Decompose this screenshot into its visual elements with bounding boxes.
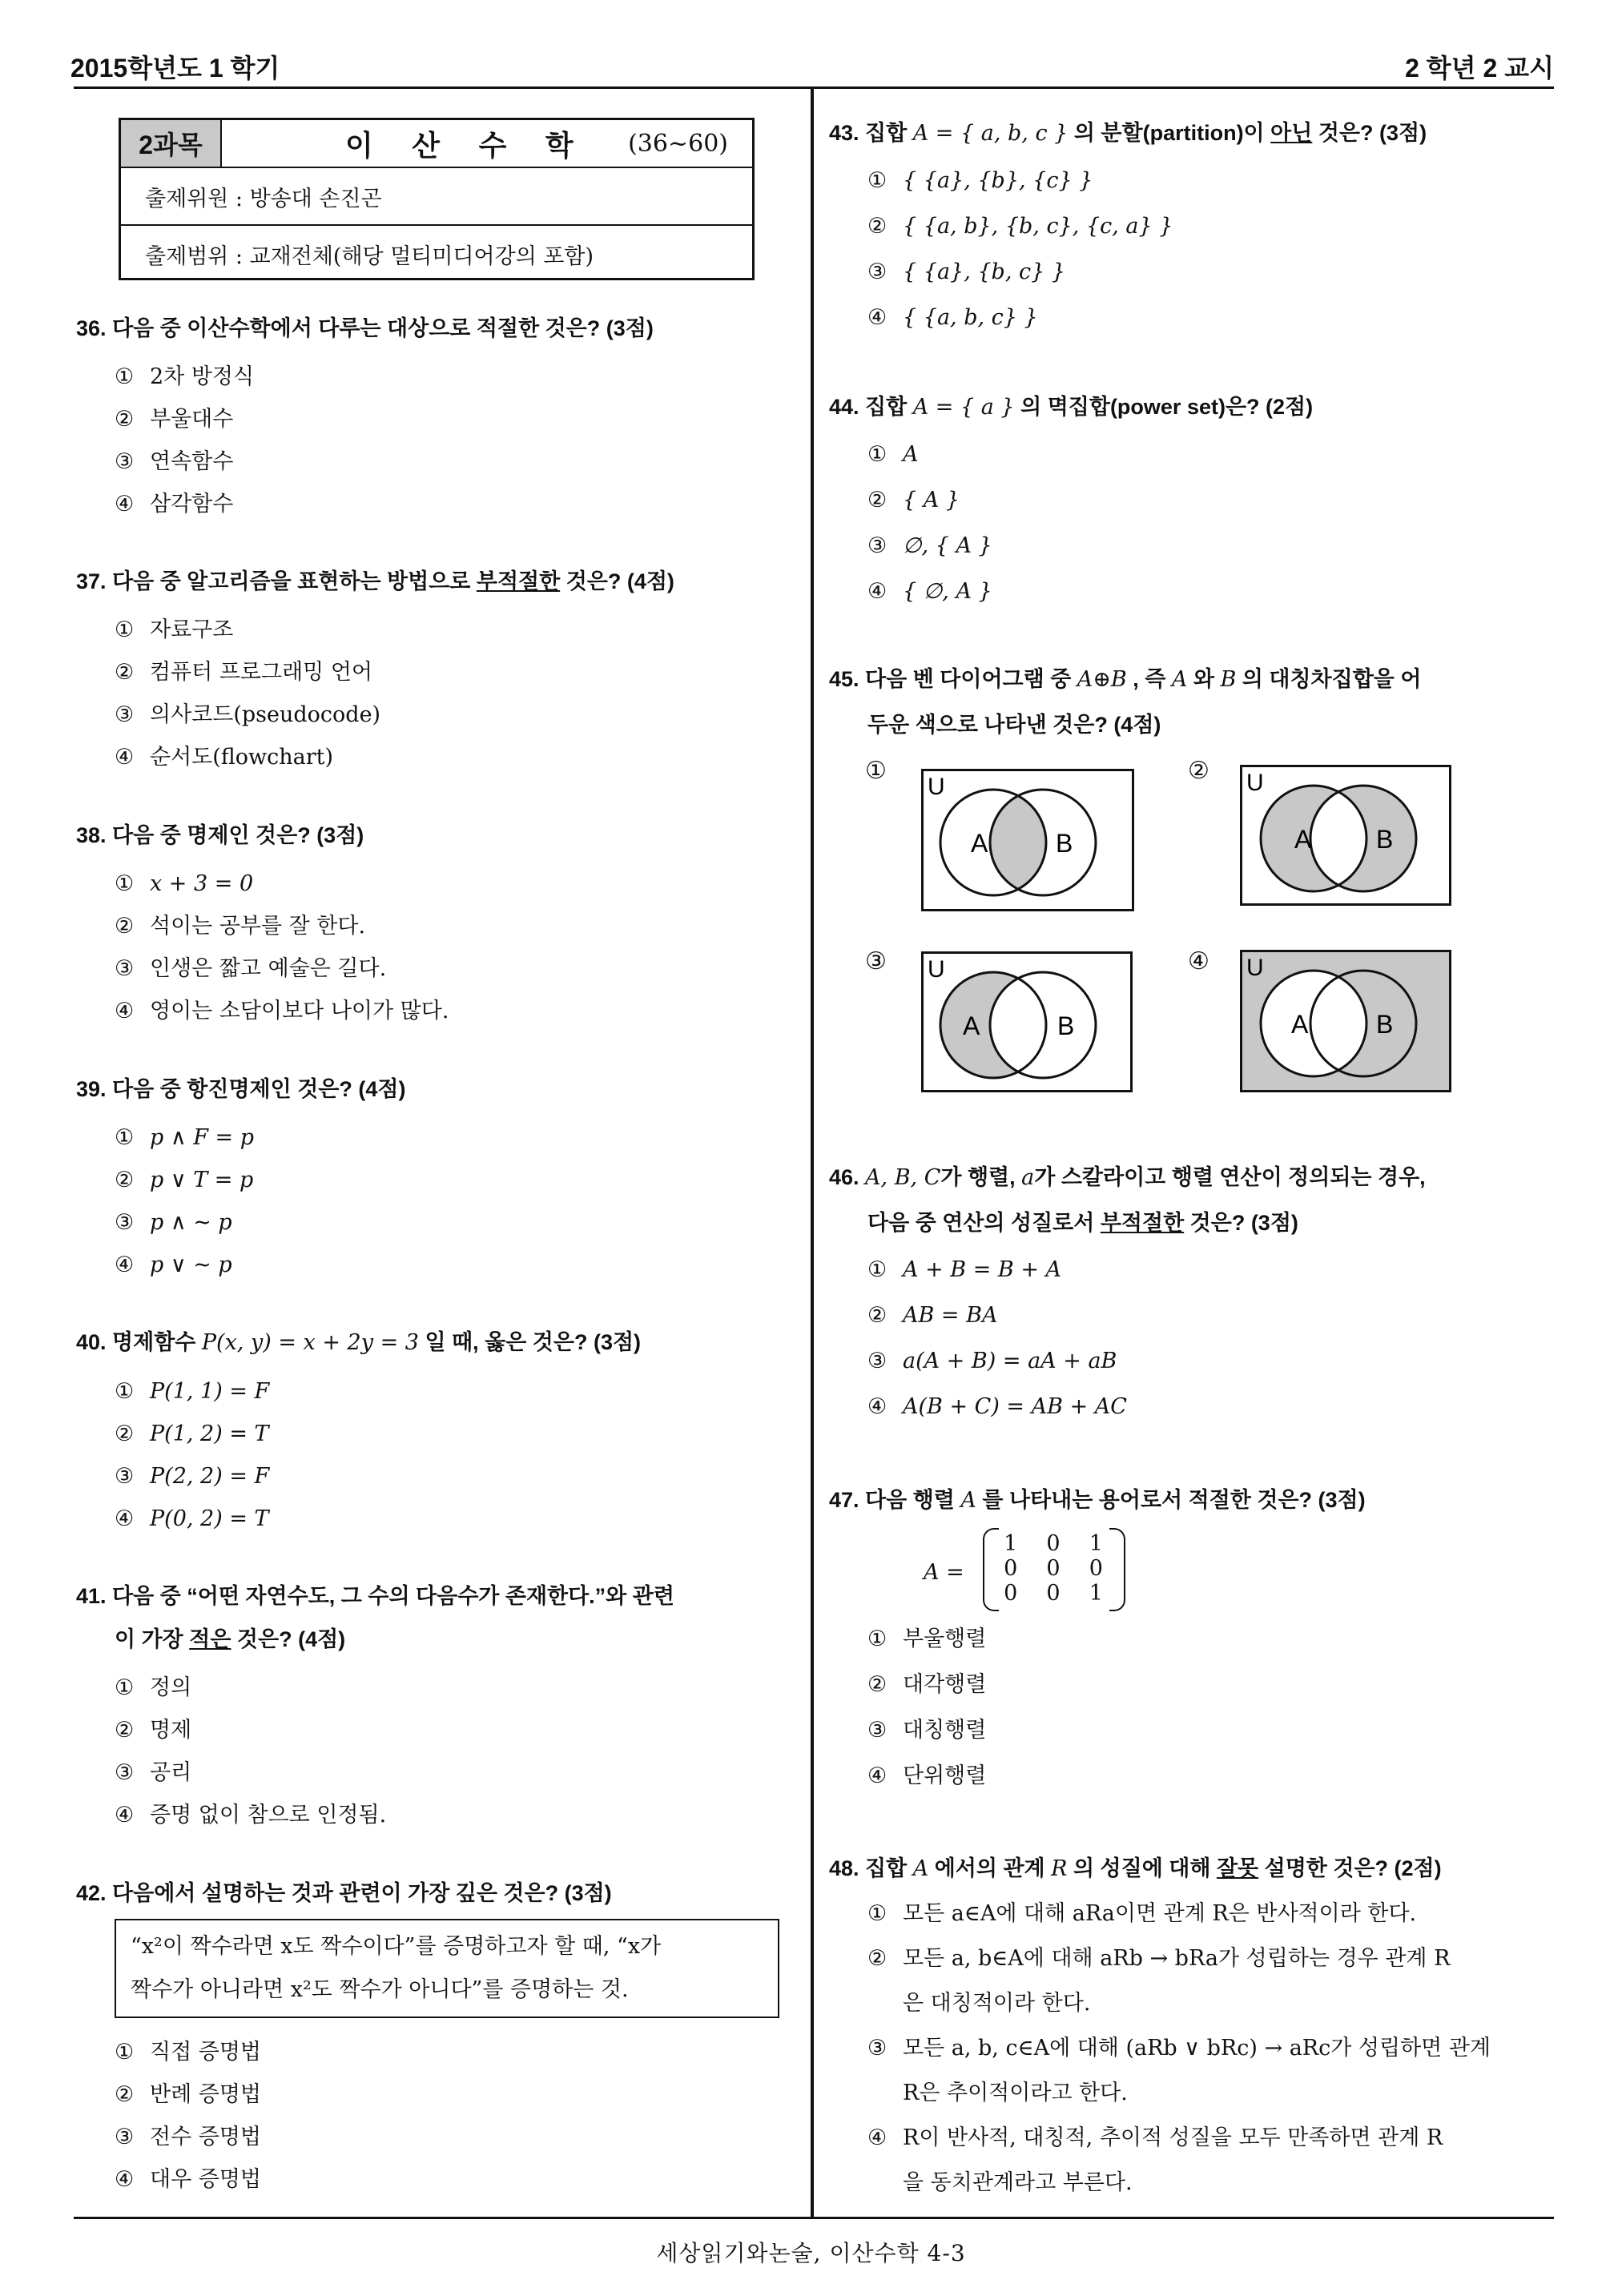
option-2 bbox=[76, 398, 654, 440]
title-text: 것은? (3점) bbox=[1312, 121, 1427, 145]
option-text: 증명 없이 참으로 인정됨. bbox=[150, 1803, 387, 1828]
option-number: ③ bbox=[867, 1349, 887, 1373]
option-text: 대각행렬 bbox=[903, 1672, 987, 1697]
option-text: 직접 증명법 bbox=[150, 2040, 261, 2065]
title-emphasis: 부적절한 bbox=[1100, 1211, 1185, 1235]
title-text: 것은? (4점) bbox=[231, 1627, 346, 1651]
title-text: 가 스칼라이고 행렬 연산이 정의되는 경우, bbox=[1034, 1165, 1426, 1189]
option-text: p ∨ T = p bbox=[150, 1168, 254, 1192]
title-math: A bbox=[960, 1488, 976, 1513]
matrix-row-1 bbox=[989, 1531, 1117, 1556]
option-text: P(1, 2) = T bbox=[150, 1421, 269, 1446]
option-number: ④ bbox=[115, 1253, 135, 1277]
option-4 bbox=[829, 569, 1313, 614]
option-number: ① bbox=[115, 617, 135, 642]
title-text: 46. bbox=[829, 1165, 866, 1189]
title-text: 43. 집합 bbox=[829, 121, 913, 145]
title-text: 것은? (4점) bbox=[560, 569, 674, 593]
option-4 bbox=[76, 483, 654, 525]
question-title bbox=[829, 1486, 1366, 1515]
option-text: { {a, b, c} } bbox=[903, 305, 1038, 330]
title-text: 40. 명제함수 bbox=[76, 1330, 202, 1354]
option-2 bbox=[829, 477, 1313, 523]
matrix-cell: 0 bbox=[1004, 1556, 1018, 1581]
option-number: ① bbox=[867, 168, 887, 193]
option-text: AB = BA bbox=[903, 1303, 998, 1328]
option-4 bbox=[829, 1753, 1366, 1799]
title-text: 45. 다음 벤 다이어그램 중 bbox=[829, 667, 1077, 691]
option-number: ④ bbox=[115, 745, 135, 770]
title-math: A bbox=[912, 1856, 929, 1881]
option-2 bbox=[76, 1159, 405, 1201]
title-text: 설명한 것은? (2점) bbox=[1258, 1856, 1442, 1880]
question-43 bbox=[829, 119, 1427, 340]
matrix-cell: 1 bbox=[1004, 1531, 1018, 1556]
option-number: ③ bbox=[115, 702, 135, 727]
option-text: 정의 bbox=[150, 1675, 192, 1700]
option-text: 공리 bbox=[150, 1760, 192, 1785]
option-text: 2차 방정식 bbox=[150, 364, 255, 389]
title-math: P(x, y) = x + 2y = 3 bbox=[201, 1330, 419, 1355]
question-title: 36. 다음 중 이산수학에서 다루는 대상으로 적절한 것은? (3점) bbox=[76, 316, 654, 340]
option-1 bbox=[829, 1892, 1491, 1936]
option-1 bbox=[76, 863, 449, 905]
question-40 bbox=[76, 1328, 641, 1540]
option-number: ② bbox=[115, 914, 135, 939]
option-2 bbox=[76, 905, 449, 947]
title-math: A = { a, b, c } bbox=[912, 121, 1069, 146]
option-3 bbox=[76, 1751, 674, 1794]
option-text: 대우 증명법 bbox=[150, 2167, 261, 2192]
set-a-label: A bbox=[963, 1011, 980, 1040]
option-3 bbox=[829, 1707, 1366, 1753]
option-number: ③ bbox=[115, 2125, 135, 2149]
option-4 bbox=[76, 1244, 405, 1286]
question-42 bbox=[76, 1879, 779, 2201]
option-text: 인생은 짧고 예술은 길다. bbox=[150, 956, 387, 981]
title-emphasis: 아닌 bbox=[1270, 121, 1313, 145]
option-text: P(1, 1) = F bbox=[150, 1379, 270, 1404]
option-number: ④ bbox=[867, 305, 887, 330]
question-title-line2 bbox=[76, 1625, 674, 1654]
option-3 bbox=[829, 249, 1427, 295]
option-2 bbox=[829, 1293, 1426, 1338]
option-number: ① bbox=[867, 1627, 887, 1651]
question-title: 42. 다음에서 설명하는 것과 관련이 가장 깊은 것은? (3점) bbox=[76, 1881, 612, 1905]
option-number: ③ bbox=[867, 1718, 887, 1743]
option-text: R이 반사적, 대칭적, 추이적 성질을 모두 만족하면 관계 R bbox=[903, 2125, 1443, 2150]
option-text: 모든 a, b, c∈A에 대해 (aRb ∨ bRc) → aRc가 성립하면 관계 bbox=[903, 2036, 1491, 2061]
question-38 bbox=[76, 821, 449, 1032]
option-number: ④ bbox=[115, 492, 135, 517]
venn-number-3: ③ bbox=[865, 948, 887, 975]
set-b-label: B bbox=[1057, 1011, 1075, 1040]
option-number: ① bbox=[115, 2040, 135, 2065]
option-number: ④ bbox=[867, 1394, 887, 1419]
question-title: 38. 다음 중 명제인 것은? (3점) bbox=[76, 823, 364, 847]
option-4 bbox=[829, 295, 1427, 340]
option-number: ③ bbox=[867, 2036, 887, 2061]
option-3 bbox=[829, 523, 1313, 569]
option-1 bbox=[76, 1116, 405, 1159]
option-number: ② bbox=[115, 1421, 135, 1446]
committee-line: 출제위원 : 방송대 손진곤 bbox=[121, 168, 752, 226]
option-text: 단위행렬 bbox=[903, 1763, 987, 1788]
option-text: p ∧ ~ p bbox=[150, 1210, 232, 1235]
option-3 bbox=[76, 2116, 779, 2158]
set-b-label: B bbox=[1056, 829, 1073, 858]
option-text: { A } bbox=[903, 488, 960, 513]
option-text: P(2, 2) = F bbox=[150, 1464, 270, 1489]
option-2 bbox=[76, 651, 674, 694]
option-2 bbox=[76, 2073, 779, 2116]
option-number: ② bbox=[115, 1718, 135, 1743]
title-text: 다음 중 연산의 성질로서 bbox=[867, 1211, 1101, 1235]
title-emphasis: 잘못 bbox=[1216, 1856, 1259, 1880]
option-text: 연속함수 bbox=[150, 449, 234, 474]
option-text: 부울행렬 bbox=[903, 1627, 987, 1651]
title-text: 에서의 관계 bbox=[928, 1856, 1052, 1880]
set-a-label: A bbox=[971, 829, 988, 858]
title-emphasis: 적은 bbox=[189, 1627, 231, 1651]
top-rule bbox=[74, 86, 1554, 89]
option-text: 반례 증명법 bbox=[150, 2082, 261, 2107]
title-text: 의 대칭차집합을 어 bbox=[1236, 667, 1422, 691]
question-title bbox=[829, 119, 1427, 148]
title-math: R bbox=[1051, 1856, 1068, 1881]
option-text: p ∨ ~ p bbox=[150, 1253, 232, 1277]
set-a-label: A bbox=[1294, 825, 1312, 854]
bottom-rule bbox=[74, 2217, 1554, 2219]
option-text: 명제 bbox=[150, 1718, 192, 1743]
option-number: ③ bbox=[115, 956, 135, 981]
option-4 bbox=[76, 736, 674, 778]
option-text: 전수 증명법 bbox=[150, 2125, 261, 2149]
option-number: ② bbox=[867, 488, 887, 513]
question-title-line1: 41. 다음 중 “어떤 자연수도, 그 수의 다음수가 존재한다.”와 관련 bbox=[76, 1584, 674, 1608]
option-number: ② bbox=[115, 660, 135, 685]
venn-number-1: ① bbox=[865, 758, 887, 784]
question-title-line2: 두운 색으로 나타낸 것은? (4점) bbox=[867, 713, 1161, 737]
title-text: 37. 다음 중 알고리즘을 표현하는 방법으로 bbox=[76, 569, 477, 593]
matrix-cell: 0 bbox=[1046, 1531, 1061, 1556]
option-2 bbox=[829, 1936, 1491, 1981]
question-46 bbox=[829, 1163, 1426, 1429]
option-number: ① bbox=[115, 1125, 135, 1150]
title-text: 일 때, 옳은 것은? (3점) bbox=[418, 1330, 642, 1354]
question-41 bbox=[76, 1582, 674, 1836]
venn-diagram-2 bbox=[1240, 765, 1451, 906]
option-1 bbox=[829, 432, 1313, 477]
option-text: { {a}, {b, c} } bbox=[903, 259, 1066, 284]
option-4 bbox=[76, 1498, 641, 1540]
question-title: 39. 다음 중 항진명제인 것은? (4점) bbox=[76, 1077, 406, 1101]
universe-label: U bbox=[928, 956, 945, 983]
matrix-row-3 bbox=[989, 1581, 1117, 1606]
option-text: 모든 a∈A에 대해 aRa이면 관계 R은 반사적이라 한다. bbox=[903, 1901, 1417, 1926]
option-number: ① bbox=[115, 1379, 135, 1404]
question-39 bbox=[76, 1075, 405, 1286]
question-36 bbox=[76, 314, 654, 525]
subject-info-box bbox=[119, 118, 755, 280]
universe-label: U bbox=[1246, 770, 1264, 796]
option-text: 석이는 공부를 잘 한다. bbox=[150, 914, 366, 939]
option-number: ④ bbox=[867, 1763, 887, 1788]
option-text: { {a}, {b}, {c} } bbox=[903, 168, 1093, 193]
subject-name: 이 산 수 학 bbox=[345, 129, 588, 163]
subject-tag: 2과목 bbox=[121, 120, 222, 167]
column-divider bbox=[811, 89, 814, 2217]
title-emphasis: 부적절한 bbox=[476, 569, 561, 593]
matrix-cell: 1 bbox=[1089, 1581, 1103, 1606]
option-1 bbox=[76, 2031, 779, 2073]
quote-line-2: 짝수가 아니라면 x²도 짝수가 아니다”를 증명하는 것. bbox=[131, 1977, 629, 2002]
option-4 bbox=[76, 990, 449, 1032]
question-45 bbox=[829, 665, 1421, 739]
option-4-cont: 을 동치관계라고 부른다. bbox=[903, 2170, 1133, 2195]
option-number: ④ bbox=[115, 1803, 135, 1828]
option-text: 순서도(flowchart) bbox=[150, 745, 334, 770]
option-text: P(0, 2) = T bbox=[150, 1506, 269, 1531]
title-math: B bbox=[1220, 667, 1237, 692]
option-number: ① bbox=[115, 871, 135, 896]
quote-box bbox=[115, 1919, 779, 2018]
option-number: ② bbox=[115, 2082, 135, 2107]
option-1 bbox=[76, 356, 654, 398]
option-text: A bbox=[903, 442, 919, 467]
option-text: ∅, { A } bbox=[903, 533, 992, 558]
option-number: ④ bbox=[115, 1506, 135, 1531]
title-math: A⊕B bbox=[1077, 667, 1127, 692]
option-2 bbox=[76, 1709, 674, 1751]
option-text: a(A + B) = aA + aB bbox=[903, 1349, 1117, 1373]
title-text: 44. 집합 bbox=[829, 395, 913, 419]
option-3 bbox=[829, 2026, 1491, 2071]
option-text: 의사코드(pseudocode) bbox=[150, 702, 381, 727]
option-1 bbox=[829, 1247, 1426, 1293]
title-text: 의 멱집합(power set)은? (2점) bbox=[1014, 395, 1314, 419]
title-math: a bbox=[1021, 1165, 1035, 1190]
option-number: ② bbox=[867, 214, 887, 239]
venn-diagram-1 bbox=[921, 769, 1134, 911]
question-title-line1 bbox=[829, 665, 1421, 694]
matrix-label: A = bbox=[924, 1560, 964, 1585]
question-48 bbox=[829, 1854, 1491, 2206]
option-number: ② bbox=[867, 1672, 887, 1697]
option-text: 모든 a, b∈A에 대해 aRb → bRa가 성립하는 경우 관계 R bbox=[903, 1946, 1451, 1971]
option-text: 대칭행렬 bbox=[903, 1718, 987, 1743]
set-b-label: B bbox=[1376, 1010, 1394, 1039]
title-math: A, B, C bbox=[865, 1165, 941, 1190]
option-number: ① bbox=[115, 364, 135, 389]
option-text: 부울대수 bbox=[150, 407, 234, 432]
option-text: 영이는 소담이보다 나이가 많다. bbox=[150, 999, 449, 1023]
option-1 bbox=[76, 609, 674, 651]
matrix-cell: 0 bbox=[1046, 1556, 1061, 1581]
option-number: ③ bbox=[115, 1464, 135, 1489]
matrix-a bbox=[829, 1531, 1366, 1610]
matrix-cell: 1 bbox=[1089, 1531, 1103, 1556]
matrix-body bbox=[989, 1531, 1117, 1606]
question-title-line1 bbox=[829, 1163, 1426, 1192]
question-title-line2 bbox=[829, 1208, 1426, 1237]
option-3-cont: R은 추이적이라고 한다. bbox=[903, 2081, 1128, 2105]
option-text: x + 3 = 0 bbox=[150, 871, 254, 896]
matrix-cell: 0 bbox=[1004, 1581, 1018, 1606]
exam-grade-period: 2 학년 2 교시 bbox=[1405, 54, 1554, 82]
option-3 bbox=[76, 1455, 641, 1498]
question-title bbox=[76, 567, 674, 596]
option-1 bbox=[76, 1370, 641, 1413]
option-number: ④ bbox=[115, 999, 135, 1023]
option-number: ③ bbox=[867, 259, 887, 284]
matrix-right-paren bbox=[1109, 1528, 1125, 1611]
title-math: A bbox=[1171, 667, 1188, 692]
option-number: ④ bbox=[867, 579, 887, 604]
option-2-cont: 은 대칭적이라 한다. bbox=[903, 1991, 1091, 2016]
title-text: 의 분할(partition)이 bbox=[1068, 121, 1271, 145]
title-text: 의 성질에 대해 bbox=[1067, 1856, 1217, 1880]
title-text: 이 가장 bbox=[115, 1627, 190, 1651]
title-text: 와 bbox=[1187, 667, 1221, 691]
option-text: A + B = B + A bbox=[903, 1257, 1062, 1282]
question-44 bbox=[829, 392, 1313, 614]
option-4 bbox=[76, 2158, 779, 2201]
scope-line: 출제범위 : 교재전체(해당 멀티미디어강의 포함) bbox=[145, 243, 594, 269]
option-number: ① bbox=[867, 1257, 887, 1282]
option-number: ③ bbox=[115, 449, 135, 474]
matrix-cell: 0 bbox=[1089, 1556, 1103, 1581]
option-number: ① bbox=[867, 1901, 887, 1926]
option-number: ④ bbox=[867, 2125, 887, 2150]
title-text: 48. 집합 bbox=[829, 1856, 913, 1880]
title-text: , 즉 bbox=[1126, 667, 1172, 691]
option-number: ③ bbox=[115, 1760, 135, 1785]
venn-number-4: ④ bbox=[1188, 948, 1209, 975]
universe-label: U bbox=[1246, 955, 1264, 981]
universe-label: U bbox=[928, 774, 945, 800]
option-number: ② bbox=[867, 1946, 887, 1971]
option-3 bbox=[76, 947, 449, 990]
option-1 bbox=[829, 158, 1427, 203]
option-2 bbox=[829, 1662, 1366, 1707]
option-number: ③ bbox=[867, 533, 887, 558]
option-3 bbox=[76, 694, 674, 736]
set-a-label: A bbox=[1291, 1010, 1309, 1039]
matrix-row-2 bbox=[989, 1556, 1117, 1581]
option-4 bbox=[829, 1384, 1426, 1429]
quote-line-1: “x²이 짝수라면 x도 짝수이다”를 증명하고자 할 때, “x가 bbox=[131, 1934, 662, 1959]
set-b-label: B bbox=[1376, 825, 1394, 854]
option-3 bbox=[76, 1201, 405, 1244]
page-footer: 세상읽기와논술, 이산수학 4-3 bbox=[656, 2240, 966, 2266]
option-text: 자료구조 bbox=[150, 617, 234, 642]
option-2 bbox=[76, 1413, 641, 1455]
matrix-cell: 0 bbox=[1046, 1581, 1061, 1606]
question-47 bbox=[829, 1486, 1366, 1799]
option-2 bbox=[829, 203, 1427, 249]
option-text: { {a, b}, {b, c}, {c, a} } bbox=[903, 214, 1173, 239]
option-3 bbox=[76, 440, 654, 483]
option-1 bbox=[76, 1667, 674, 1709]
question-range: (36~60) bbox=[628, 129, 728, 158]
question-title bbox=[829, 1854, 1491, 1884]
option-text: 컴퓨터 프로그래밍 언어 bbox=[150, 660, 372, 685]
venn-number-2: ② bbox=[1188, 758, 1209, 784]
title-text: 를 나타내는 용어로서 적절한 것은? (3점) bbox=[976, 1488, 1366, 1512]
option-number: ③ bbox=[115, 1210, 135, 1235]
question-37 bbox=[76, 567, 674, 778]
title-text: 가 행렬, bbox=[940, 1165, 1022, 1189]
option-number: ① bbox=[867, 442, 887, 467]
title-text: 것은? (3점) bbox=[1184, 1211, 1298, 1235]
option-text: p ∧ F = p bbox=[150, 1125, 255, 1150]
venn-diagram-3 bbox=[921, 951, 1133, 1092]
option-number: ② bbox=[115, 407, 135, 432]
option-4 bbox=[829, 2116, 1491, 2161]
option-1 bbox=[829, 1616, 1366, 1662]
title-text: 47. 다음 행렬 bbox=[829, 1488, 961, 1512]
option-number: ② bbox=[115, 1168, 135, 1192]
option-text: 삼각함수 bbox=[150, 492, 234, 517]
option-text: { ∅, A } bbox=[903, 579, 992, 604]
venn-diagram-4 bbox=[1240, 950, 1451, 1092]
question-title bbox=[829, 392, 1313, 422]
question-title bbox=[76, 1328, 641, 1357]
title-math: A = { a } bbox=[912, 395, 1015, 420]
option-number: ① bbox=[115, 1675, 135, 1700]
option-number: ② bbox=[867, 1303, 887, 1328]
option-3 bbox=[829, 1338, 1426, 1384]
option-4 bbox=[76, 1794, 674, 1836]
option-text: A(B + C) = AB + AC bbox=[903, 1394, 1127, 1419]
exam-year-term: 2015학년도 1 학기 bbox=[70, 54, 280, 82]
option-number: ④ bbox=[115, 2167, 135, 2192]
